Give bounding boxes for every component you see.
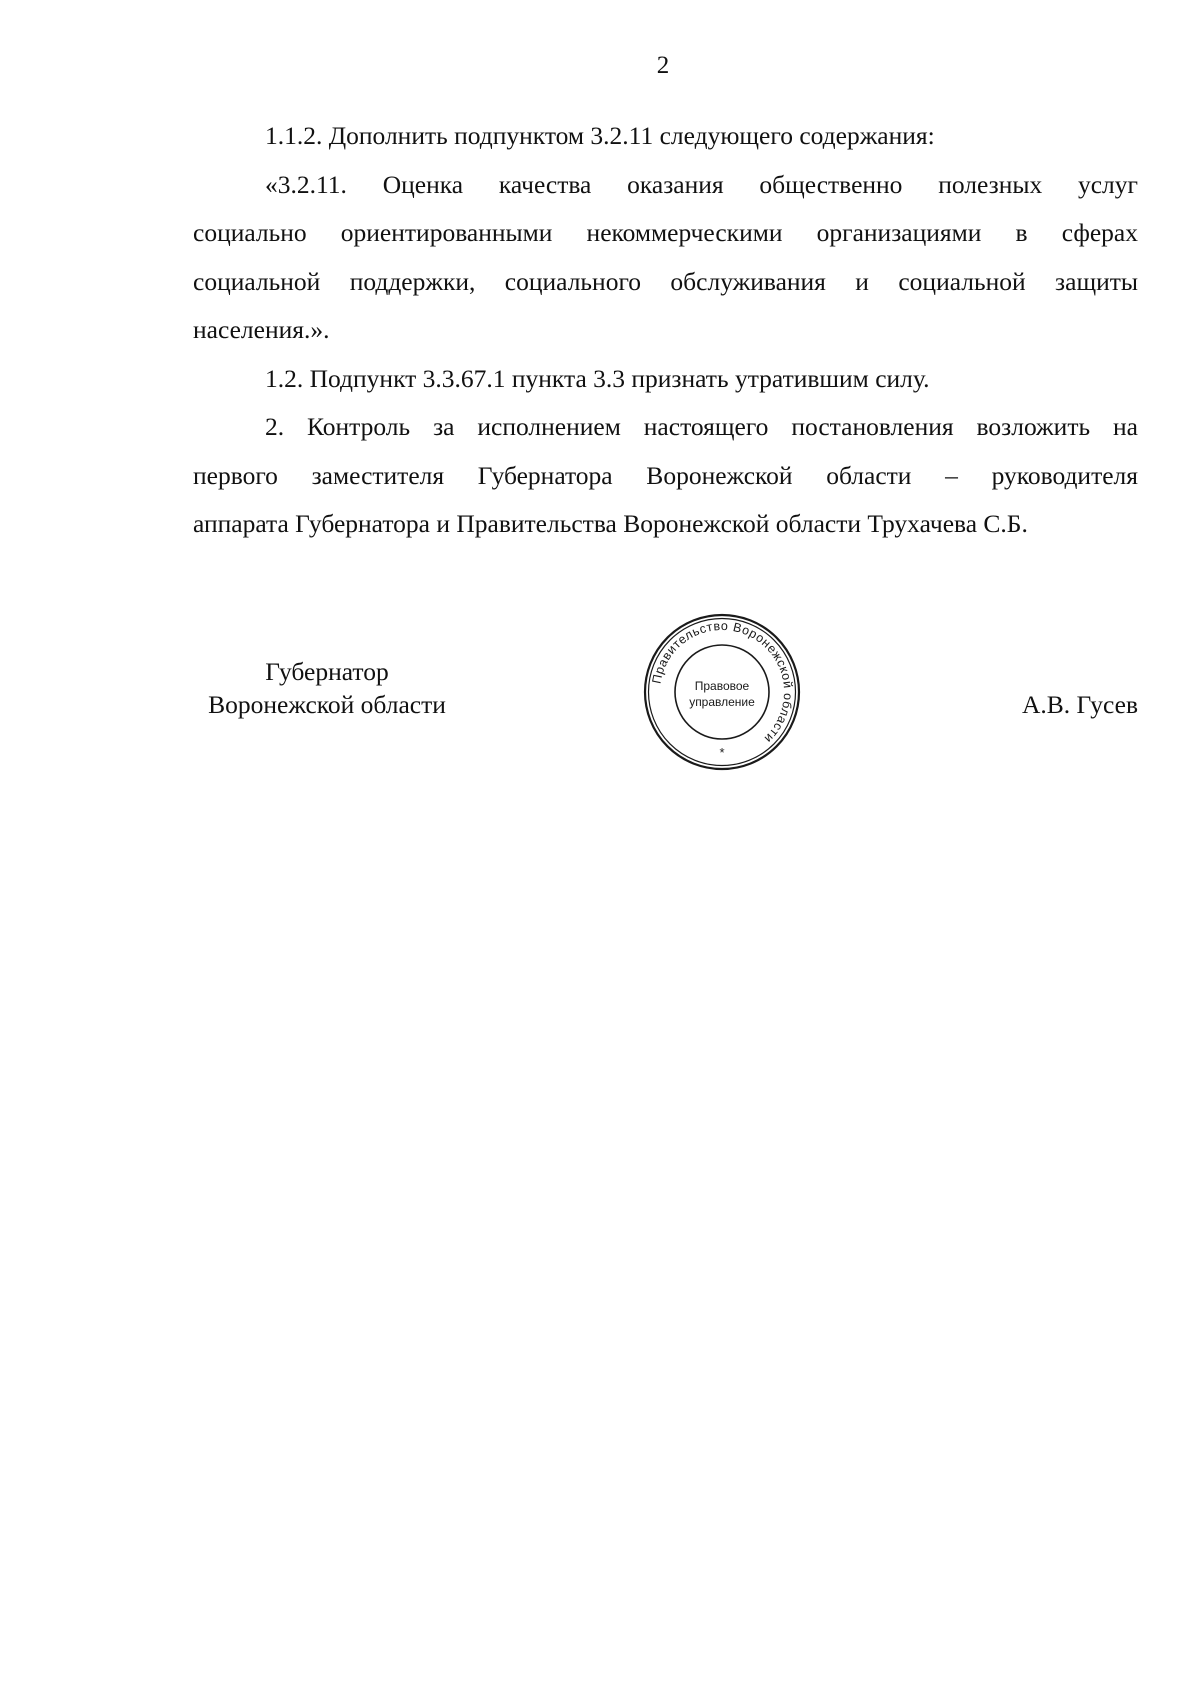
text-line: «3.2.11. Оценка качества оказания общественно полезных услуг bbox=[265, 169, 1138, 199]
text-line: социальной поддержки, социального обслуживания и социальной защиты bbox=[193, 266, 1138, 296]
stamp-center-line-1: Правовое bbox=[694, 679, 750, 693]
text-line: первого заместителя Губернатора Воронежской области – руководителя bbox=[193, 460, 1138, 490]
text-line: населения.». bbox=[193, 315, 330, 344]
text-line: аппарата Губернатора и Правительства Воронежской области Трухачева С.Б. bbox=[193, 509, 1028, 538]
stamp-star-icon: * bbox=[719, 745, 725, 760]
signer-title bbox=[193, 655, 461, 721]
signer-title-line-1: Губернатор bbox=[265, 657, 389, 686]
paragraph-2 bbox=[193, 403, 1138, 549]
text-line: социально ориентированными некоммерческими организациями в сферах bbox=[193, 218, 1138, 247]
page-number: 2 bbox=[656, 52, 670, 79]
text-line: 1.1.2. Дополнить подпунктом 3.2.11 следующего содержания: bbox=[265, 121, 935, 150]
paragraph-3-2-11 bbox=[193, 161, 1138, 355]
stamp-center-line-2: управление bbox=[689, 695, 755, 709]
stamp-ring-text: Правительство Воронежской области bbox=[649, 618, 796, 747]
text-line: 1.2. Подпункт 3.3.67.1 пункта 3.3 признать утратившим силу. bbox=[265, 363, 930, 393]
document-body bbox=[193, 112, 1138, 549]
text-line: 2. Контроль за исполнением настоящего постановления возложить на bbox=[265, 412, 1138, 441]
signer-title-line-2: Воронежской области bbox=[208, 690, 446, 719]
paragraph-1-1-2 bbox=[193, 112, 1138, 161]
paragraph-1-2 bbox=[193, 355, 1138, 404]
signer-name: А.В. Гусев bbox=[1021, 690, 1138, 719]
official-stamp-icon bbox=[642, 612, 802, 772]
